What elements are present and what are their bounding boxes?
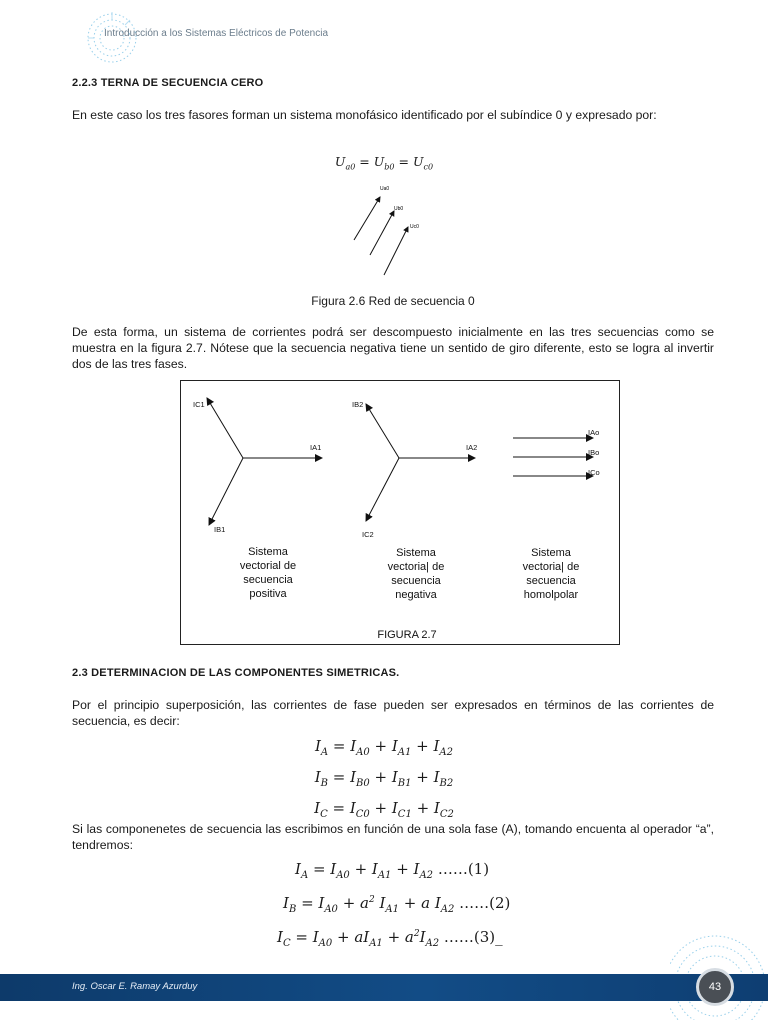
figure-26-caption: Figura 2.6 Red de secuencia 0	[311, 294, 475, 308]
positive-line-3: secuencia	[243, 574, 293, 586]
header-title: Introducción a los Sistemas Eléctricos de Potencia	[104, 28, 328, 39]
zero-sequence-equation: $U_{a0} = U_{b0} = U_{c0}$	[334, 154, 434, 172]
figure-27-caption: FIGURA 2.7	[377, 629, 437, 641]
section-223-paragraph: En este caso los tres fasores forman un sistema monofásico identificado por el subíndice 0 y expresado por:	[72, 108, 657, 122]
label-ic2: IC2	[362, 530, 374, 539]
phasor-uc0	[384, 227, 408, 275]
negative-line-1: Sistema	[396, 547, 436, 559]
equation-ic: $I_C = I_{C0} + I_{C1} + I_{C2}$	[314, 799, 454, 820]
label-ia2: IA2	[466, 443, 478, 452]
positive-line-4: positiva	[249, 588, 287, 600]
header-ornament	[80, 10, 150, 70]
label-ib2: IB2	[352, 400, 364, 409]
label-ic0: ICo	[588, 468, 600, 477]
page-number: 43	[696, 968, 734, 1006]
label-ub0: Ub0	[394, 206, 404, 212]
homopolar-line-1: Sistema	[531, 547, 571, 559]
homopolar-line-3: secuencia	[526, 575, 576, 587]
positive-line-2: vectorial de	[239, 560, 297, 572]
equation-ib: $I_B = I_{B0} + I_{B1} + I_{B2}$	[314, 768, 454, 789]
vector-ib2	[366, 404, 399, 458]
section-223-title: 2.2.3 TERNA DE SECUENCIA CERO	[72, 77, 264, 89]
label-ia0: IAo	[588, 428, 600, 437]
negative-line-3: secuencia	[391, 575, 441, 587]
phasor-ua0	[354, 197, 380, 240]
negative-line-2: vectoria| de	[387, 561, 445, 573]
label-ib1: IB1	[214, 525, 226, 534]
label-ic1: IC1	[193, 400, 205, 409]
label-ib0: IBo	[588, 448, 600, 457]
equation-2: $I_B = I_{A0} + a^2$ $I_{A1} + a$ $I_{A2}$ ……(2)	[283, 894, 511, 915]
section-23-paragraph: Por el principio superposición, las corrientes de fase pueden ser expresados en términos de las corrientes de secuencia, es decir:	[72, 698, 714, 728]
label-ia1: IA1	[310, 443, 322, 452]
figure-27-diagram	[180, 380, 620, 645]
negative-line-4: negativa	[395, 589, 437, 601]
label-ua0: Ua0	[380, 186, 390, 192]
positive-line-1: Sistema	[248, 546, 288, 558]
zero-sequence-phasor-figure	[340, 180, 440, 280]
decomposition-paragraph: De esta forma, un sistema de corrientes podrá ser descompuesto inicialmente en las tres secuencias como se muestra en la figura 2.7. Nótese que la secuencia negativa tiene un sentido de giro diferente, esto se logra al invertir dos de las tres fases.	[72, 325, 714, 371]
vector-ic2	[366, 458, 399, 521]
homopolar-line-2: vectoria| de	[522, 561, 580, 573]
operator-paragraph: Si las componenetes de secuencia las escribimos en función de una sola fase (A), tomando encuenta al operador “a”, tendremos:	[72, 822, 714, 852]
footer-author: Ing. Oscar E. Ramay Azurduy	[72, 981, 198, 992]
section-23-title: 2.3 DETERMINACION DE LAS COMPONENTES SIMETRICAS.	[72, 667, 400, 679]
sequence-equations-2	[250, 857, 550, 956]
vector-ic1	[207, 398, 243, 458]
equation-ia: $I_A = I_{A0} + I_{A1} + I_{A2}$	[314, 737, 454, 758]
equation-3: $I_C = I_{A0} + aI_{A1} + a^2I_{A2}$ ……(3)_	[277, 928, 503, 949]
vector-ib1	[209, 458, 243, 525]
label-uc0: Uc0	[410, 224, 419, 230]
phasor-ub0	[370, 211, 394, 255]
equation-1: $I_A = I_{A0} + I_{A1} + I_{A2}$ ……(1)	[295, 860, 490, 881]
homopolar-line-4: homolpolar	[523, 589, 579, 601]
sequence-equations-1	[284, 734, 484, 827]
